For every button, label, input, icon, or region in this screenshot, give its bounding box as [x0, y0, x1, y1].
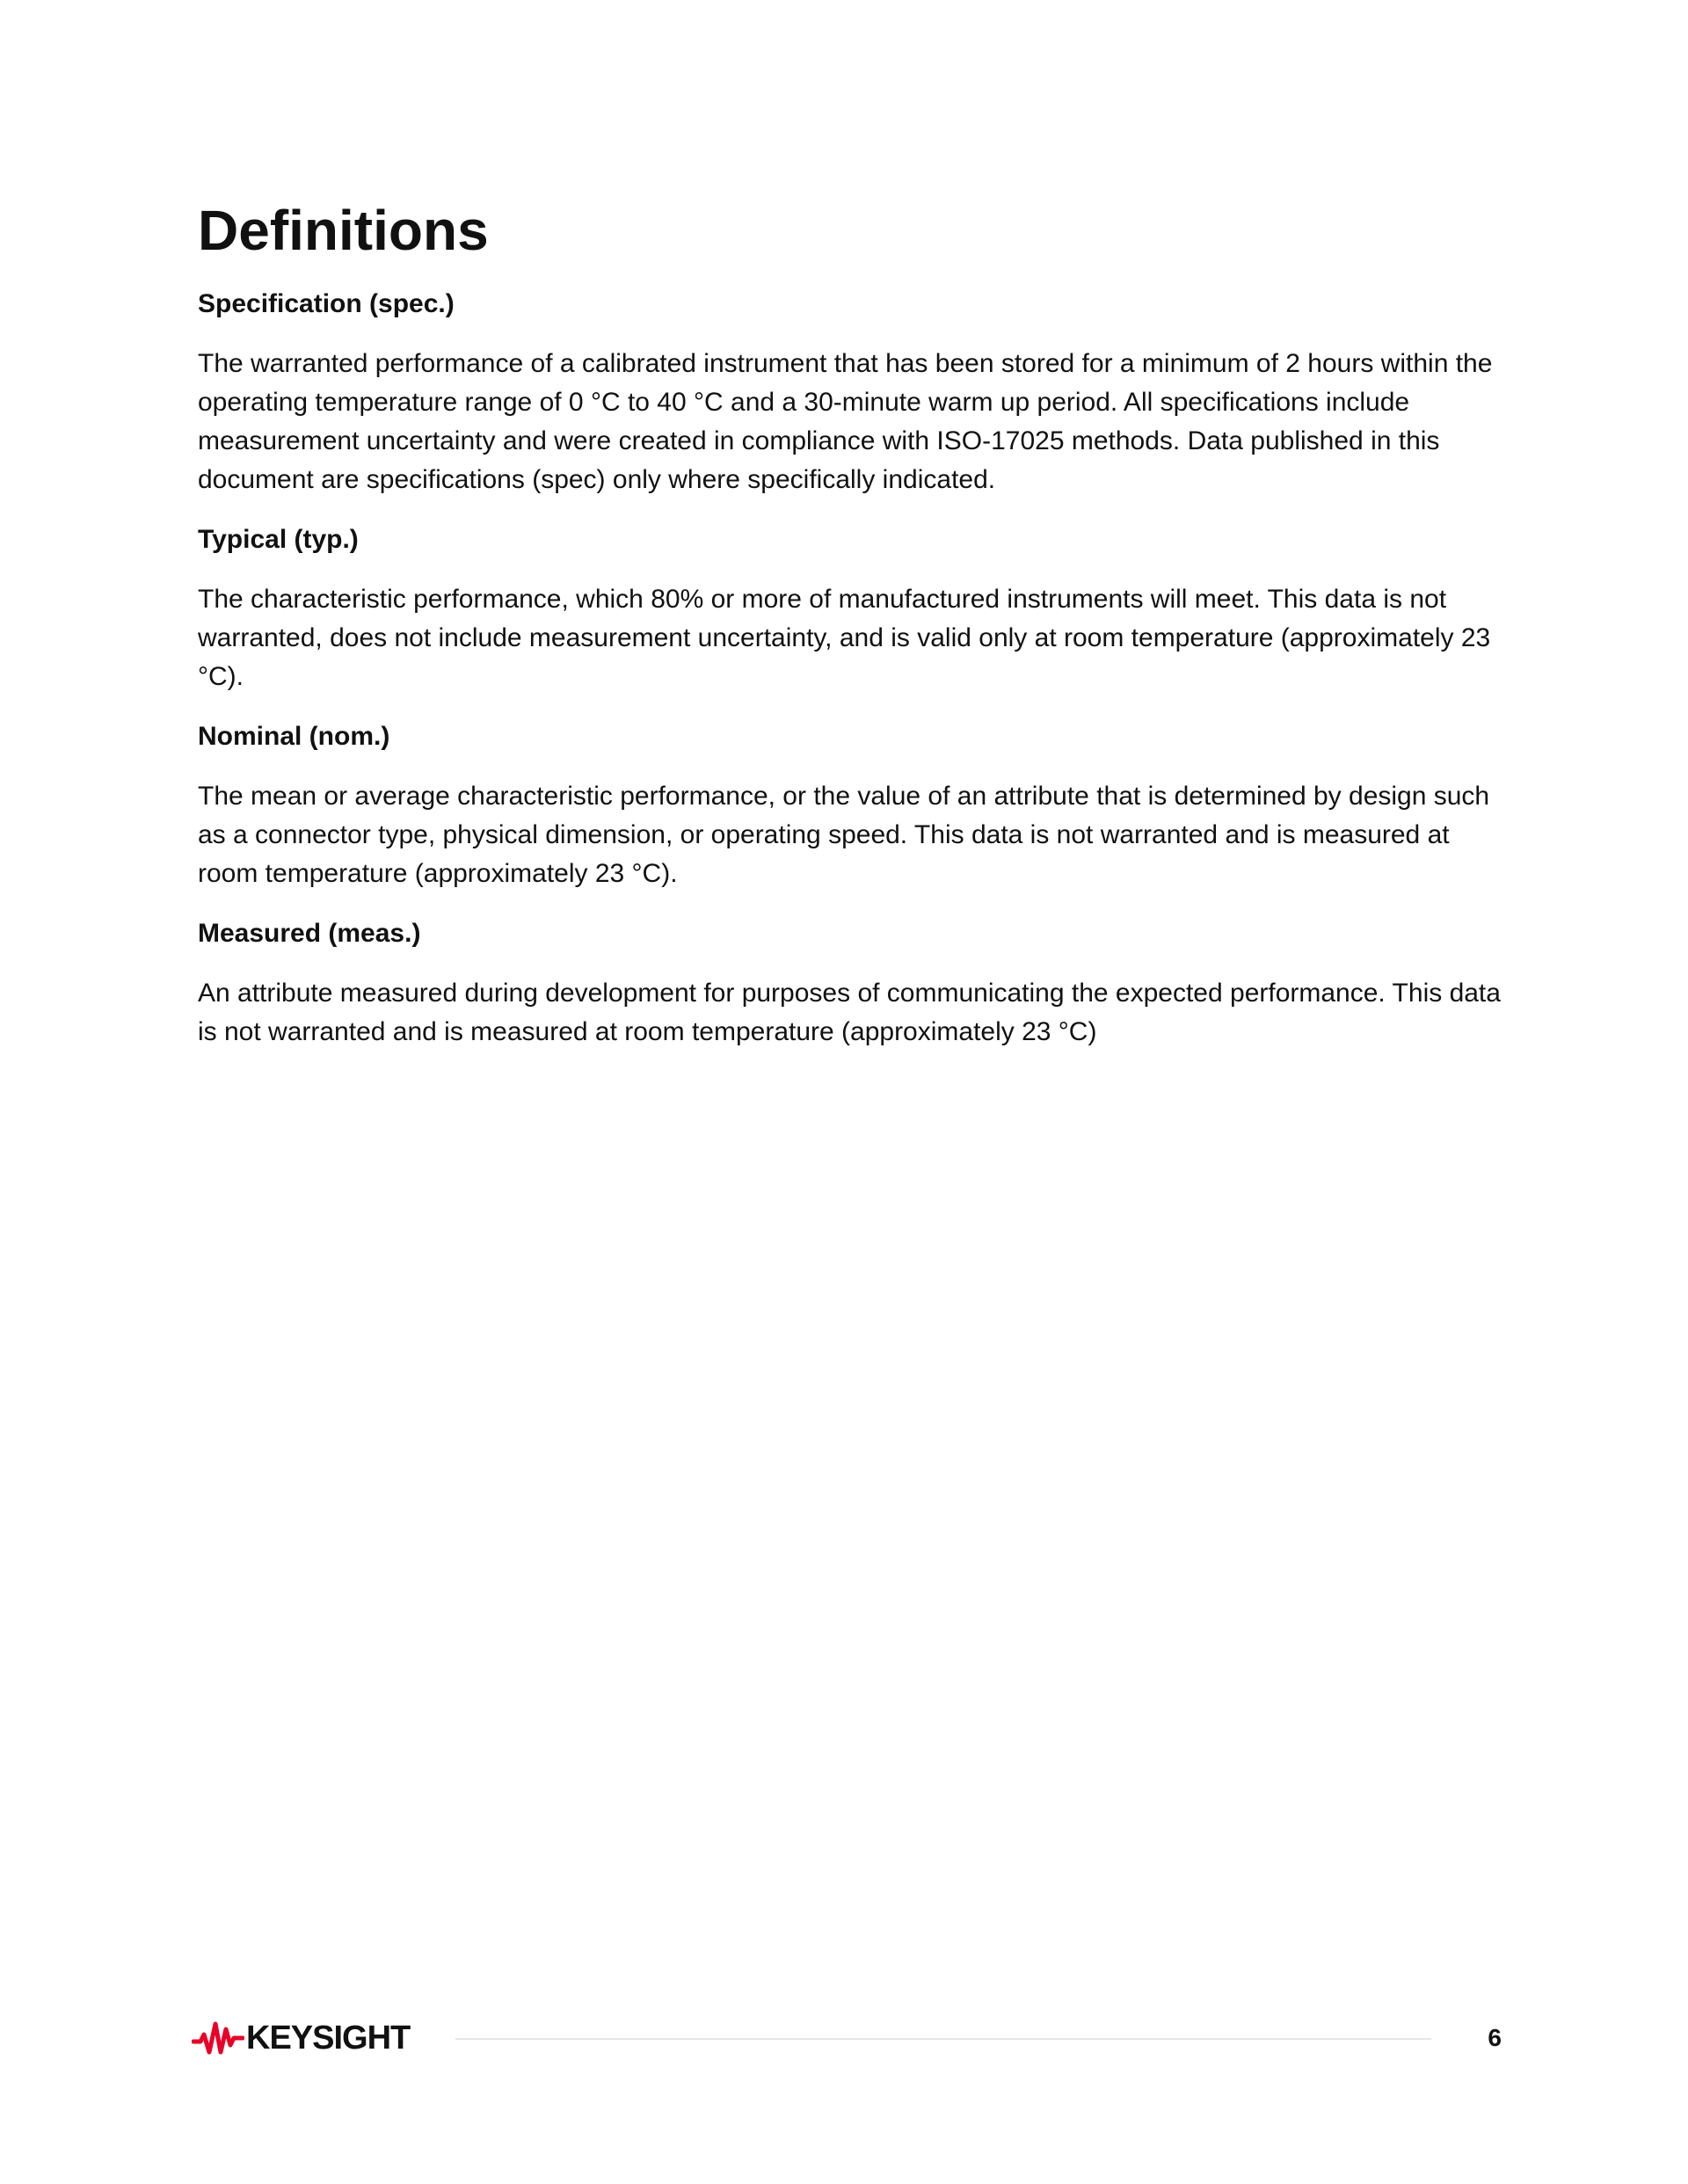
- definition-body-nominal: The mean or average characteristic performance, or the value of an attribute that is determined by design such as a connector type, physical dimension, or operating speed. This data is not warranted and is measured at room temperature (approximately 23 °C).: [198, 782, 1490, 888]
- logo-wordmark: KEYSIGHT: [246, 2020, 411, 2057]
- footer-divider: [455, 2038, 1431, 2040]
- page-title: Definitions: [198, 199, 489, 262]
- keysight-logo: [192, 2013, 410, 2063]
- definition-term-measured: Measured (meas.): [198, 919, 421, 948]
- definition-body-spec: The warranted performance of a calibrated instrument that has been stored for a minimum of 2 hours within the operating temperature range of 0 °C to 40 °C and a 30-minute warm up period. All specifications include measurement uncertainty and were created in compliance with ISO-17025 methods. Data published in this document are specifications (spec) only where specifically indicated.: [198, 349, 1493, 494]
- definition-body-measured: An attribute measured during development for purposes of communicating the expected performance. This data is not warranted and is measured at room temperature (approximately 23 °C): [198, 979, 1501, 1046]
- definition-term-typical: Typical (typ.): [198, 525, 359, 554]
- page-number: 6: [1488, 2024, 1502, 2051]
- definition-body-typical: The characteristic performance, which 80% or more of manufactured instruments will meet. This data is not warranted, does not include measurement uncertainty, and is valid only at room temperature (approximately 23 °C).: [198, 585, 1491, 691]
- keysight-wave-icon: [192, 2019, 244, 2057]
- page-content: [198, 176, 1517, 1073]
- page-footer: [192, 2013, 1502, 2063]
- definition-term-nominal: Nominal (nom.): [198, 722, 390, 751]
- definition-term-spec: Specification (spec.): [198, 289, 455, 318]
